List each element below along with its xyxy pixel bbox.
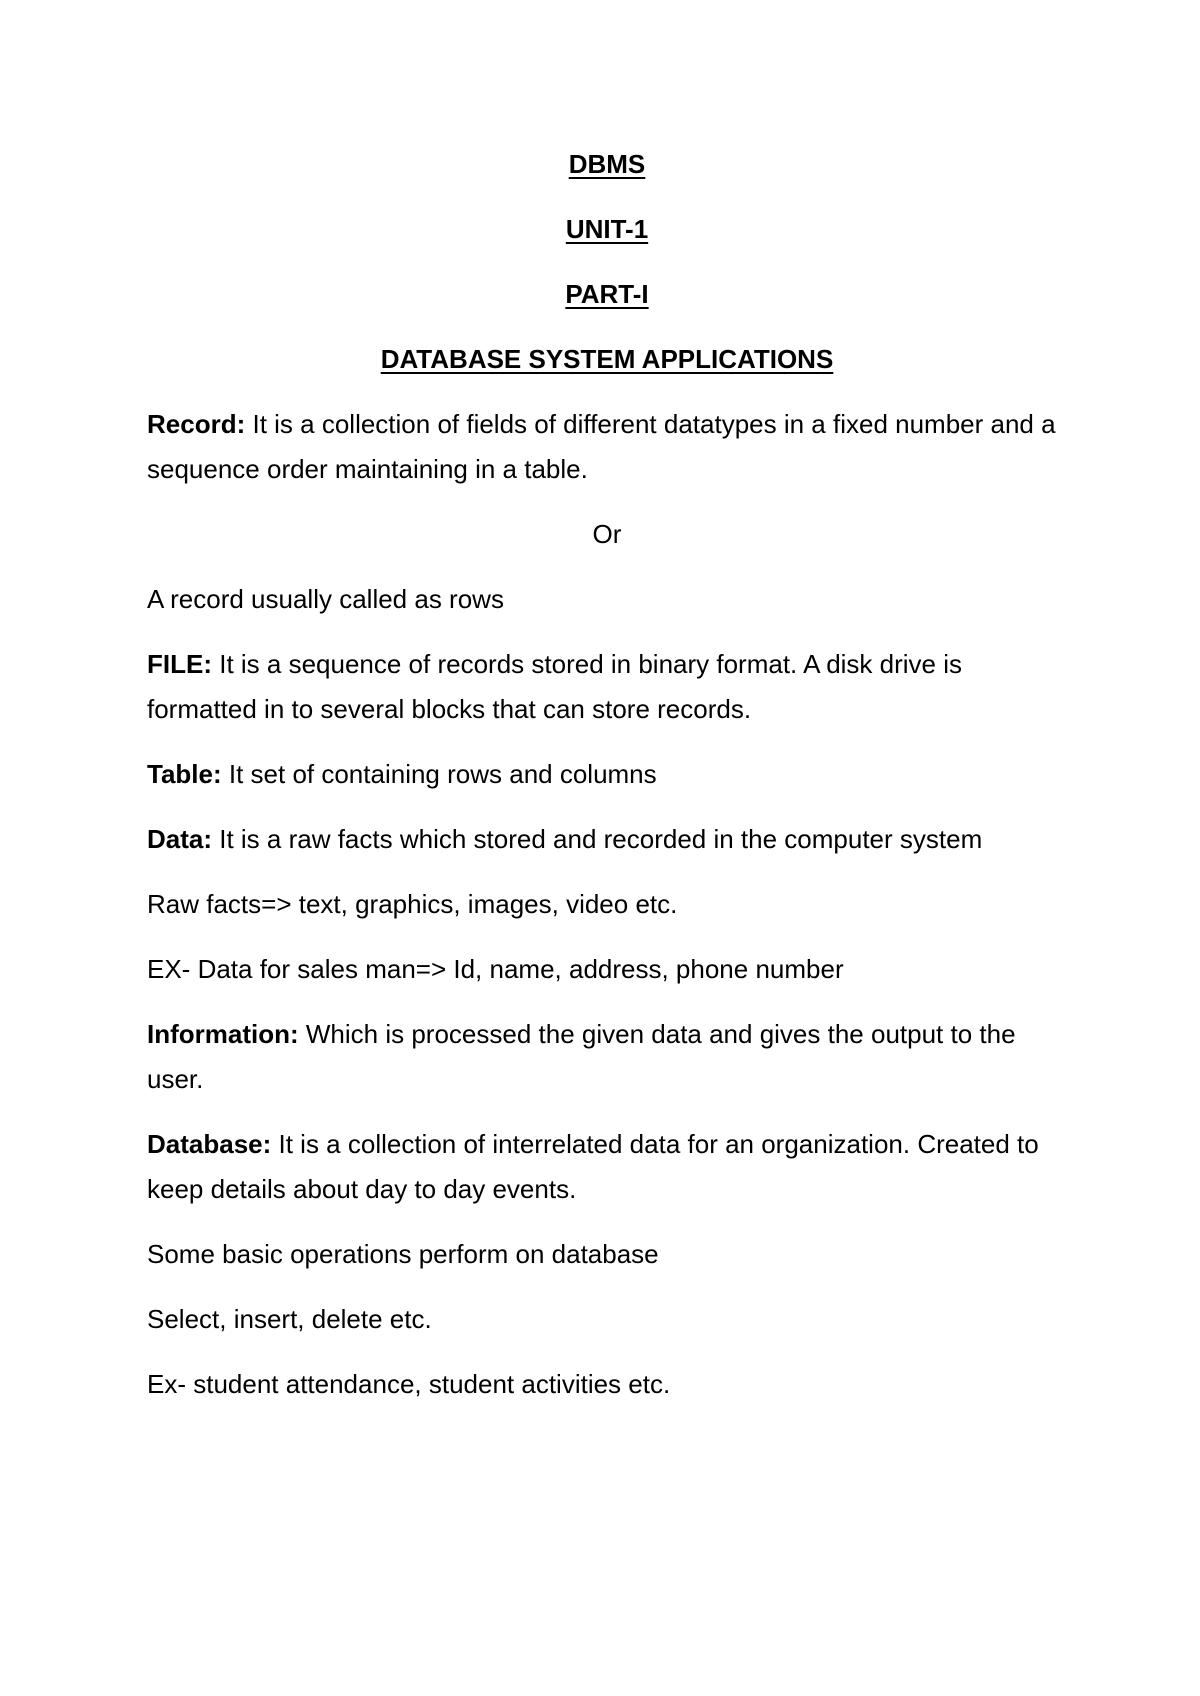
sales-example-line: EX- Data for sales man=> Id, name, address, phone number	[147, 954, 844, 984]
record-term: Record:	[147, 409, 246, 439]
document-content	[147, 142, 1067, 1427]
operations-list-line: Select, insert, delete etc.	[147, 1304, 432, 1334]
information-text: Which is processed the given data and gives the output to the user.	[147, 1019, 1016, 1094]
part-heading: PART-I	[565, 279, 649, 309]
subject-heading: DBMS	[568, 149, 646, 179]
information-definition	[147, 1012, 1067, 1102]
database-term: Database:	[147, 1129, 272, 1159]
database-text: It is a collection of interrelated data for an organization. Created to keep details about day to day events.	[147, 1129, 1039, 1204]
file-definition	[147, 642, 1067, 732]
record-definition	[147, 402, 1067, 492]
raw-facts-line: Raw facts=> text, graphics, images, video etc.	[147, 889, 678, 919]
file-term: FILE:	[147, 649, 212, 679]
record-alt-definition: A record usually called as rows	[147, 584, 504, 614]
operations-intro-line: Some basic operations perform on database	[147, 1239, 659, 1269]
table-definition	[147, 752, 1067, 797]
topic-heading: DATABASE SYSTEM APPLICATIONS	[380, 344, 834, 374]
information-term: Information:	[147, 1019, 299, 1049]
data-definition	[147, 817, 1067, 862]
table-term: Table:	[147, 759, 222, 789]
record-text: It is a collection of fields of different datatypes in a fixed number and a sequence order maintaining in a table.	[147, 409, 1056, 484]
unit-heading: UNIT-1	[565, 214, 649, 244]
or-separator: Or	[592, 519, 622, 549]
file-text: It is a sequence of records stored in binary format. A disk drive is formatted in to several blocks that can store records.	[147, 649, 963, 724]
student-example-line: Ex- student attendance, student activities etc.	[147, 1369, 671, 1399]
data-term: Data:	[147, 824, 213, 854]
data-text: It is a raw facts which stored and recorded in the computer system	[212, 824, 983, 854]
table-text: It set of containing rows and columns	[221, 759, 657, 789]
database-definition	[147, 1122, 1067, 1212]
